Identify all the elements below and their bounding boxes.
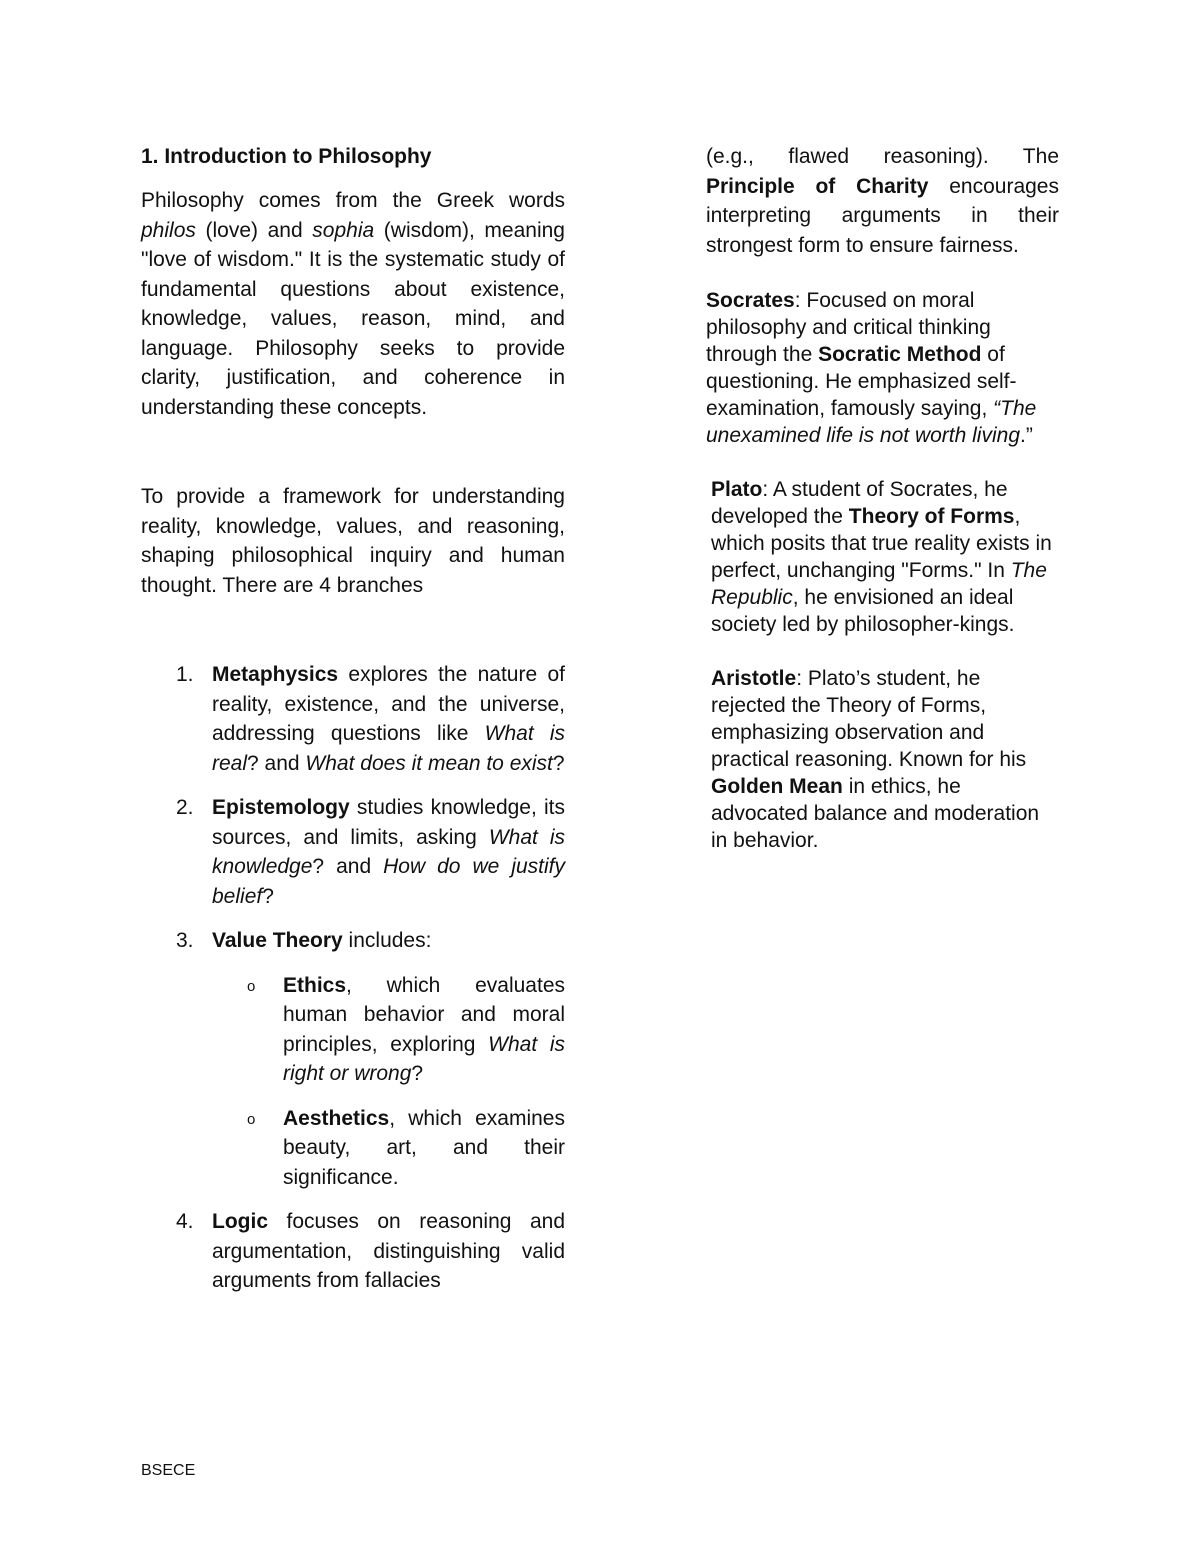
branches-list bbox=[141, 660, 565, 1296]
branch-text: ? bbox=[552, 751, 565, 775]
philosopher-name: Socrates bbox=[706, 289, 795, 312]
section-title: 1. Introduction to Philosophy bbox=[141, 145, 432, 168]
branch-name: Metaphysics bbox=[212, 663, 339, 686]
branch-text: ? and bbox=[312, 855, 384, 878]
intro-text-2: (love) and bbox=[195, 218, 313, 242]
philosopher-text: , he envisioned an ideal society led by philosopher-kings. bbox=[711, 586, 1015, 636]
logic-cont-text: (e.g., flawed reasoning). The bbox=[706, 145, 1059, 168]
principle-of-charity: Principle of Charity bbox=[706, 174, 929, 198]
logic-continued bbox=[706, 142, 1059, 260]
list-number: 3. bbox=[176, 929, 194, 952]
intro-philos: philos bbox=[141, 218, 196, 242]
branch-epistemology bbox=[141, 793, 565, 911]
socrates-quote: “The unexamined life is not worth living bbox=[706, 397, 1037, 447]
logic-cont-text: encourages interpreting arguments in their strongest form to ensure fairness. bbox=[706, 174, 1059, 257]
branch-metaphysics bbox=[141, 660, 565, 778]
sub-item-aesthetics bbox=[141, 1104, 565, 1193]
branch-text: explores the nature of reality, existence, and the universe, addressing questions like bbox=[212, 663, 565, 745]
socratic-method: Socratic Method bbox=[818, 343, 982, 366]
philosopher-text: in ethics, he advocated balance and moderation in behavior. bbox=[711, 775, 1040, 852]
spacer bbox=[141, 600, 565, 660]
branch-question: What is real bbox=[212, 722, 565, 775]
list-number: 1. bbox=[176, 663, 194, 686]
aristotle-paragraph bbox=[706, 665, 1059, 854]
list-number: 2. bbox=[176, 796, 194, 819]
right-column bbox=[706, 142, 1059, 881]
philosopher-text: : Focused on moral philosophy and critical thinking through the bbox=[706, 289, 991, 366]
philosopher-text: , which posits that true reality exists in perfect, unchanging "Forms." In bbox=[711, 505, 1052, 582]
branch-question: How do we justify belief bbox=[212, 855, 565, 908]
branch-logic bbox=[141, 1207, 565, 1296]
purpose-paragraph: To provide a framework for understanding reality, knowledge, values, and reasoning, shaping philosophical inquiry and human thought. There are 4 branches bbox=[141, 485, 565, 597]
branch-question: What is knowledge bbox=[212, 825, 566, 878]
sub-item-text bbox=[283, 1104, 565, 1193]
sub-item-desc: , which examines beauty, art, and their significance. bbox=[283, 1106, 565, 1189]
philosopher-name: Plato bbox=[711, 478, 763, 501]
list-number: 4. bbox=[176, 1210, 194, 1233]
spacer bbox=[141, 422, 565, 482]
branch-text: studies knowledge, its sources, and limits, asking bbox=[212, 796, 565, 849]
branch-question: What does it mean to exist bbox=[305, 751, 553, 775]
philosopher-name: Aristotle bbox=[711, 667, 797, 690]
branch-text: ? and bbox=[247, 751, 306, 775]
intro-text-1: Philosophy comes from the Greek words bbox=[141, 189, 565, 212]
the-republic: The Republic bbox=[711, 559, 1047, 609]
value-theory-sublist bbox=[212, 971, 565, 1193]
bullet-icon: o bbox=[247, 977, 256, 995]
branch-name: Logic bbox=[212, 1210, 268, 1233]
branch-name: Value Theory bbox=[212, 929, 343, 952]
philosopher-text: : A student of Socrates, he developed the bbox=[711, 478, 1008, 528]
branch-text: ? bbox=[262, 884, 274, 908]
intro-paragraph bbox=[141, 186, 565, 422]
branch-text: includes: bbox=[342, 929, 432, 952]
branch-value-theory bbox=[141, 926, 565, 1192]
branch-text: focuses on reasoning and argumentation, distinguishing valid arguments from fallacies bbox=[212, 1210, 565, 1292]
left-column bbox=[141, 142, 565, 1311]
philosopher-text: of questioning. He emphasized self-examination, famously saying, bbox=[706, 343, 1017, 420]
sub-item-text bbox=[283, 971, 565, 1089]
sub-item-name: Aesthetics bbox=[283, 1106, 390, 1130]
sub-item-name: Ethics bbox=[283, 973, 347, 997]
theory-of-forms: Theory of Forms bbox=[848, 505, 1015, 528]
intro-sophia: sophia bbox=[312, 218, 375, 242]
branch-name: Epistemology bbox=[212, 796, 350, 819]
page-footer: BSECE bbox=[141, 1462, 196, 1479]
philosopher-text: : Plato’s student, he rejected the Theory of Forms, emphasizing observation and practical reasoning. Known for his bbox=[711, 667, 1027, 771]
socrates-paragraph bbox=[706, 287, 1059, 449]
sub-item-desc: , which evaluates human behavior and moral principles, exploring bbox=[283, 973, 565, 1056]
golden-mean: Golden Mean bbox=[711, 775, 843, 798]
intro-text-3: (wisdom), meaning "love of wisdom." It is the systematic study of fundamental questions about existence, knowledge, values, reason, mind, and language. Philosophy seeks to provide clarity, justification, and coherence in understanding these concepts. bbox=[141, 218, 565, 419]
sub-item-ethics bbox=[141, 971, 565, 1089]
bullet-icon: o bbox=[247, 1110, 256, 1128]
sub-item-question: What is right or wrong bbox=[283, 1032, 566, 1085]
sub-item-desc: ? bbox=[411, 1062, 424, 1085]
plato-paragraph bbox=[706, 476, 1059, 638]
philosopher-text: .” bbox=[1020, 424, 1033, 447]
